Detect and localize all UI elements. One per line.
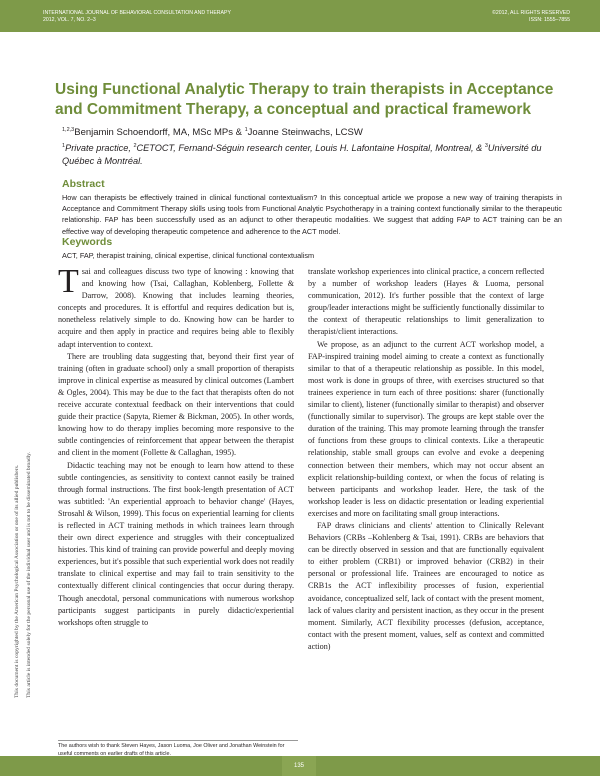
affil-sup-2: 2 <box>133 143 137 149</box>
journal-volume: 2012, VOL. 7, NO. 2–3 <box>43 17 96 23</box>
journal-name: INTERNATIONAL JOURNAL OF BEHAVIORAL CONSULTATION AND THERAPY <box>43 10 231 16</box>
affil-sup-1: 1 <box>62 143 66 149</box>
abstract-text: How can therapists be effectively trained in clinical functional contextualism? In this conceptual article we propose a new way of training therapists in Acceptance and Commitment Therapy skills using tools from Functional Analytic Psychotherapy in a training context functionally similar to the therapeutic relationship. FAP has been successfully used as an adjunct to other therapeutic modalities. We suggest that adding FAP to ACT training can be an effective way of developing therapeutic competence and adherence to the ACT model. <box>62 193 562 236</box>
body-paragraph: We propose, as an adjunct to the current ACT workshop model, a FAP-inspired training model aiming to create a context as functionally similar to that of a therapeutic relationship as possible. In this model, most work is done in groups of three, with exercises structured so that trainees experience in turn each of three positions: sharer (functionally similar to client), listener (functionally similar to therapist) and observer (functionally similar to supervisor). The groups are kept stable over the duration of the training. This may promote learning through the transfer of functions from these groups to clinical contexts. Like a therapeutic relationship, stable small groups can evolve and evoke a deepening connection between their members, which may not occur absent an explicit relationship-building context, or when the focus of relating is between participants and workshop leader. Here, the task of the workshop leader is less on didactic presentation or leading experiential exercises and more on facilitating small group interactions. <box>308 339 544 518</box>
copyright-sidebar <box>2 318 48 698</box>
affil-3: Université du Québec à Montréal. <box>62 143 542 166</box>
body-paragraph: translate workshop experiences into clinical practice, a concern reflected by a number of workshop leaders (Hayes & Luoma, personal communication, 2012). It's further possible that the context of large group/leader interactions might be sufficiently functionally dissimilar to the context of therapeutic relationships to limit generalization to therapist/client interactions. <box>308 267 544 337</box>
keywords-heading: Keywords <box>62 236 113 248</box>
author-2: Joanne Steinwachs, LCSW <box>247 127 363 139</box>
body-paragraph <box>58 263 294 351</box>
keywords-text: ACT, FAP, therapist training, clinical expertise, clinical functional contextualism <box>62 251 315 260</box>
body-paragraph: Didactic teaching may not be enough to learn how attend to these subtle contingencies, as sensitivity to context cannot easily be trained through formal instructions. The first book-length presentation of ACT was subtitled: 'An experiential approach to behavior change' (Hayes, Strosahl & Wilson, 1999). This focus on experiential learning for clients is reflected in ACT training methods in which trainees learn through their own direct experience and struggles with their conceptualized histories. This kind of training can provide powerful and deeply moving experiences, but it's possible that such experiential work does not readily translate to clinical expertise and may fail to train sensitivity to the contextually different clinical contingencies that occur during therapy. Though anecdotal, personal communications with numerous workshop participants suggest participants in purely didactic/experiential workshops often struggle to <box>58 460 294 627</box>
body-column-left <box>58 263 294 629</box>
author-sup-1: 1,2,3 <box>62 127 75 133</box>
article-title: Using Functional Analytic Therapy to train therapists in Acceptance and Commitment Therapy, a conceptual and practical framework <box>55 81 554 118</box>
sidebar-line-1: This document is copyrighted by the American Psychological Association or one of its allied publishers. <box>14 464 20 698</box>
journal-info <box>43 10 231 24</box>
abstract-heading: Abstract <box>62 178 105 190</box>
acknowledgement-footnote: The authors wish to thank Steven Hayes, Jason Luoma, Joe Oliver and Jonathan Weinstein for useful comments on earlier drafts of this article. <box>58 740 298 758</box>
page-number: 135 <box>282 756 316 776</box>
affil-2: CETOCT, Fernand-Séguin research center, Louis H. Lafontaine Hospital, Montreal, & <box>136 143 485 154</box>
drop-cap: T <box>58 263 79 300</box>
paragraph-text: sai and colleagues discuss two type of knowing : knowing that and knowing how (Tsai, Callaghan, Koblenberg, Follette & Darrow, 2008). Knowing that includes learning theories, concepts and procedures. It is effortful and requires dedication but is, nonetheless relatively simple to do. Knowing how can be harder to acquire and then apply in practice and requires being able to flexibly adapt intervention to context. <box>58 267 294 349</box>
body-paragraph: There are troubling data suggesting that, beyond their first year of training (often in graduate school) only a small proportion of therapists improve in clinical expertise as measured by clinical outcomes (Lambert & Ogles, 2004). This may be due to the fact that therapists often do not receive accurate contextual feedback on their interventions that could guide their practice (Sapyta, Riemer & Bickman, 2005). In other words, knowing how to do therapy implies becoming more responsive to the subtle contingencies of reinforcement that appear between the therapist and client in the moment (Follette & Callaghan, 1995). <box>58 351 294 458</box>
sidebar-line-2: This article is intended solely for the personal use of the individual user and is not to be disseminated broadly. <box>26 451 32 698</box>
copyright-info <box>492 10 570 24</box>
author-list <box>62 124 562 139</box>
author-sup-2: 1 <box>244 127 248 133</box>
body-paragraph: FAP draws clinicians and clients' attention to Clinically Relevant Behaviors (CRBs –Kohlenberg & Tsai, 1991). CRBs are behaviors that can be directly observed in session and that are functionally equivalent to either problem (CRB1) or improved behavior (CRB2) in their personal or professional life. Trainees are encouraged to notice as CRB1s the ACT inflexibility processes of fusion, experiential avoidance, conceptualized self, lack of contact with the present moment, lack of values clarity and persistent inaction, as they occur in the present moment. Similarly, ACT flexibility processes (defusion, acceptance, contact with the present moment, values, self as context and committed action) <box>308 520 544 651</box>
body-column-right <box>308 266 544 653</box>
affiliations <box>62 140 562 167</box>
journal-header-bar <box>0 0 600 32</box>
affil-1: Private practice, <box>65 143 134 154</box>
author-1: Benjamin Schoendorff, MA, MSc MPs & <box>74 127 245 139</box>
issn-text: ISSN: 1555–7855 <box>529 17 570 23</box>
affil-sup-3: 3 <box>484 143 488 149</box>
copyright-text: ©2012, ALL RIGHTS RESERVED <box>492 10 570 16</box>
